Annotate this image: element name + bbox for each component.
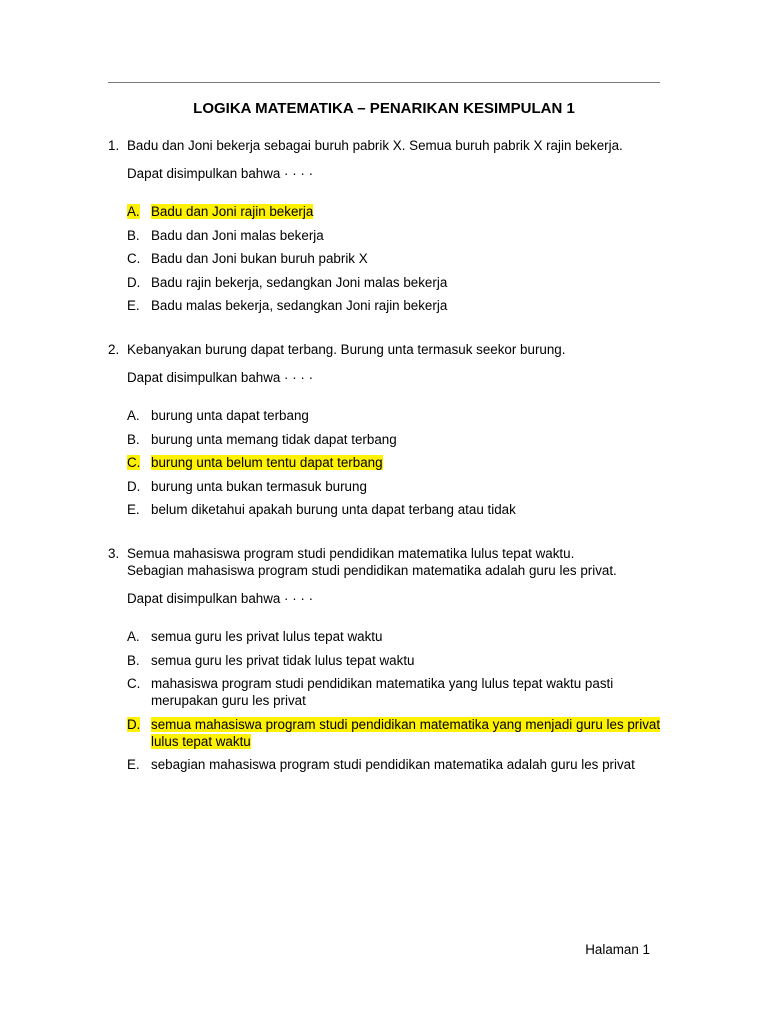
header-rule (108, 82, 660, 83)
option-letter: E. (127, 757, 140, 772)
option-c (127, 250, 668, 267)
option-e (127, 297, 668, 314)
option-b (127, 431, 668, 448)
question-2 (108, 341, 668, 525)
option-d (127, 478, 668, 495)
option-c (127, 675, 668, 709)
option-text: Badu dan Joni bukan buruh pabrik X (151, 251, 368, 266)
option-b (127, 227, 668, 244)
option-letter: C. (127, 455, 141, 470)
option-letter: A. (127, 204, 140, 219)
option-d (127, 716, 668, 750)
option-text: belum diketahui apakah burung unta dapat terbang atau tidak (151, 502, 516, 517)
option-letter: E. (127, 298, 140, 313)
option-letter: D. (127, 716, 141, 732)
options-list (127, 203, 668, 314)
option-letter: B. (127, 431, 140, 447)
option-letter: B. (127, 652, 140, 668)
option-letter: B. (127, 227, 140, 243)
question-prompt: Dapat disimpulkan bahwa · · · · (127, 370, 314, 385)
option-letter: E. (127, 502, 140, 517)
question-line (108, 545, 668, 562)
page-number: Halaman 1 (585, 942, 650, 957)
option-text: burung unta bukan termasuk burung (151, 478, 367, 494)
question-number: 3. (108, 546, 120, 561)
option-text: burung unta belum tentu dapat terbang (151, 455, 383, 470)
option-text: Badu malas bekerja, sedangkan Joni rajin bekerja (151, 298, 448, 313)
document-title: LOGIKA MATEMATIKA – PENARIKAN KESIMPULAN 1 (193, 100, 575, 117)
option-e (127, 501, 668, 518)
options-list (127, 407, 668, 518)
question-number: 2. (108, 342, 120, 357)
option-b (127, 652, 668, 669)
option-letter: A. (127, 408, 140, 423)
option-text: Badu rajin bekerja, sedangkan Joni malas bekerja (151, 274, 448, 290)
option-text: Badu dan Joni malas bekerja (151, 227, 324, 243)
question-text: Semua mahasiswa program studi pendidikan matematika lulus tepat waktu. (127, 546, 575, 561)
option-text: semua mahasiswa program studi pendidikan matematika yang menjadi guru les privat lulus tepat waktu (151, 716, 661, 749)
option-a (127, 628, 668, 645)
options-list (127, 628, 668, 773)
option-text: burung unta dapat terbang (151, 408, 309, 423)
option-text: semua guru les privat lulus tepat waktu (151, 629, 383, 644)
question-number: 1. (108, 138, 120, 153)
option-text: sebagian mahasiswa program studi pendidikan matematika adalah guru les privat (151, 757, 635, 772)
option-d (127, 274, 668, 291)
option-a (127, 407, 668, 424)
question-text: Badu dan Joni bekerja sebagai buruh pabrik X. Semua buruh pabrik X rajin bekerja. (127, 138, 623, 153)
option-letter: D. (127, 274, 141, 290)
option-a (127, 203, 668, 220)
option-e (127, 756, 668, 773)
question-line (108, 341, 668, 358)
question-1 (108, 137, 668, 321)
option-c (127, 454, 668, 471)
question-text-line-2: Sebagian mahasiswa program studi pendidikan matematika adalah guru les privat. (127, 563, 617, 578)
question-line (108, 137, 668, 154)
option-letter: C. (127, 676, 141, 691)
question-prompt: Dapat disimpulkan bahwa · · · · (127, 166, 314, 181)
option-letter: A. (127, 629, 140, 644)
option-text: semua guru les privat tidak lulus tepat waktu (151, 652, 415, 668)
option-text: burung unta memang tidak dapat terbang (151, 431, 397, 447)
option-letter: D. (127, 478, 141, 494)
option-text: Badu dan Joni rajin bekerja (151, 204, 314, 219)
question-prompt: Dapat disimpulkan bahwa · · · · (127, 591, 314, 606)
option-letter: C. (127, 251, 141, 266)
question-3 (108, 545, 668, 780)
option-text: mahasiswa program studi pendidikan matematika yang lulus tepat waktu pasti merupakan guru les privat (151, 676, 614, 708)
question-text: Kebanyakan burung dapat terbang. Burung unta termasuk seekor burung. (127, 342, 566, 357)
